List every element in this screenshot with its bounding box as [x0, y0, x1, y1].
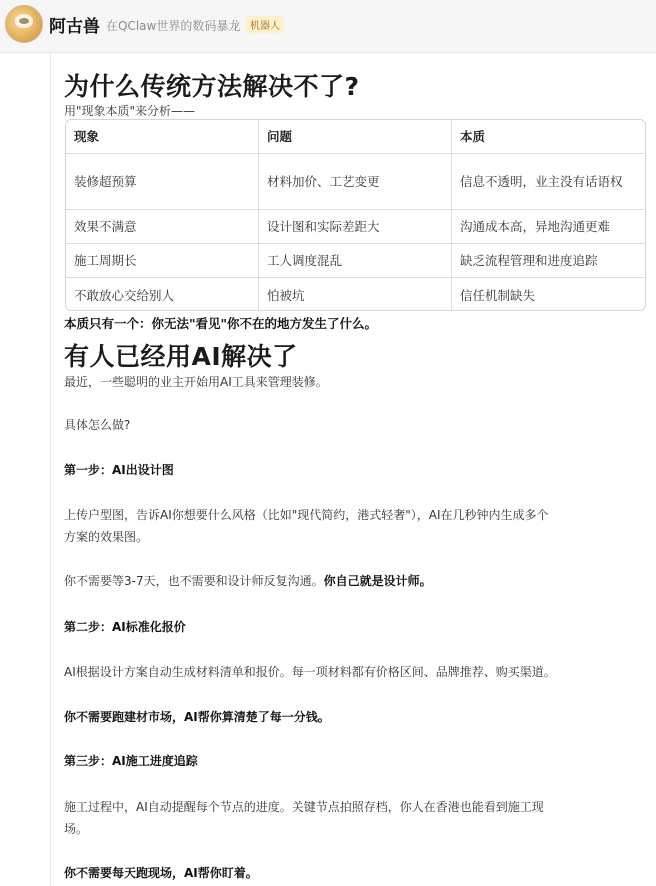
chat-header — [0, 0, 656, 53]
analysis-intro: 用"现象本质"来分析—— — [64, 104, 196, 118]
table-cell: 施工周期长 — [66, 244, 259, 277]
step3-paragraph-line2: 场。 — [64, 822, 89, 836]
step1-title: 第一步：AI出设计图 — [64, 463, 174, 477]
table-cell: 材料加价、工艺变更 — [259, 154, 452, 209]
step3-paragraph2: 你不需要每天跑现场，AI帮你盯着。 — [64, 866, 258, 880]
table-cell: 设计图和实际差距大 — [259, 210, 452, 243]
table-row — [66, 244, 645, 278]
message-divider — [50, 52, 51, 886]
table-cell: 信任机制缺失 — [460, 287, 536, 303]
paragraph-recent: 最近，一些聪明的业主开始用AI工具来管理装修。 — [64, 375, 328, 389]
step1-paragraph2-bold: 你自己就是设计师。 — [323, 574, 432, 588]
table-row — [66, 278, 645, 311]
table-cell: 沟通成本高，异地沟通更难 — [460, 219, 611, 234]
step1-paragraph-line1: 上传户型图，告诉AI你想要什么风格（比如"现代简约，港式轻奢"），AI在几秒钟内生成多个 — [64, 508, 549, 522]
step1-paragraph-line2: 方案的效果图。 — [64, 530, 149, 544]
avatar[interactable] — [5, 5, 43, 43]
table-cell: 缺乏流程管理和进度追踪 — [460, 253, 598, 268]
table-row — [66, 210, 645, 244]
step2-paragraph2: 你不需要跑建材市场，AI帮你算清楚了每一分钱。 — [64, 710, 330, 724]
table-header-row — [66, 120, 645, 154]
sender-name[interactable]: 阿古兽 — [49, 17, 100, 37]
paragraph-how: 具体怎么做? — [64, 418, 131, 432]
step2-title: 第二步：AI标准化报价 — [64, 620, 186, 634]
table-cell: 不敢放心交给别人 — [66, 278, 259, 311]
step3-title: 第三步：AI施工进度追踪 — [64, 754, 198, 768]
heading-ai-solved: 有人已经用AI解决了 — [64, 342, 298, 371]
table-header-cell: 本质 — [460, 129, 486, 144]
analysis-table — [65, 119, 646, 311]
step1-paragraph2 — [64, 572, 432, 589]
step1-paragraph2-normal: 你不需要等3-7天，也不需要和设计师反复沟通。 — [64, 574, 324, 588]
step2-paragraph1: AI根据设计方案自动生成材料清单和报价。每一项材料都有价格区间、品牌推荐、购买渠道。 — [64, 665, 556, 679]
table-cell: 工人调度混乱 — [259, 244, 452, 277]
table-cell: 怕被坑 — [259, 278, 452, 311]
table-cell: 效果不满意 — [66, 210, 259, 243]
bot-badge: 机器人 — [246, 16, 284, 33]
table-header-cell: 问题 — [259, 120, 452, 153]
table-header-cell: 现象 — [66, 120, 259, 153]
table-row — [66, 154, 645, 210]
sender-subtitle: 在QClaw世界的数码暴龙 — [106, 19, 241, 33]
table-cell: 装修超预算 — [66, 154, 259, 209]
heading-why: 为什么传统方法解决不了? — [64, 72, 360, 101]
essence-summary: 本质只有一个：你无法"看见"你不在的地方发生了什么。 — [64, 316, 378, 331]
step3-paragraph-line1: 施工过程中，AI自动提醒每个节点的进度。关键节点拍照存档，你人在香港也能看到施工现 — [64, 800, 544, 814]
table-cell: 信息不透明，业主没有话语权 — [460, 174, 623, 189]
